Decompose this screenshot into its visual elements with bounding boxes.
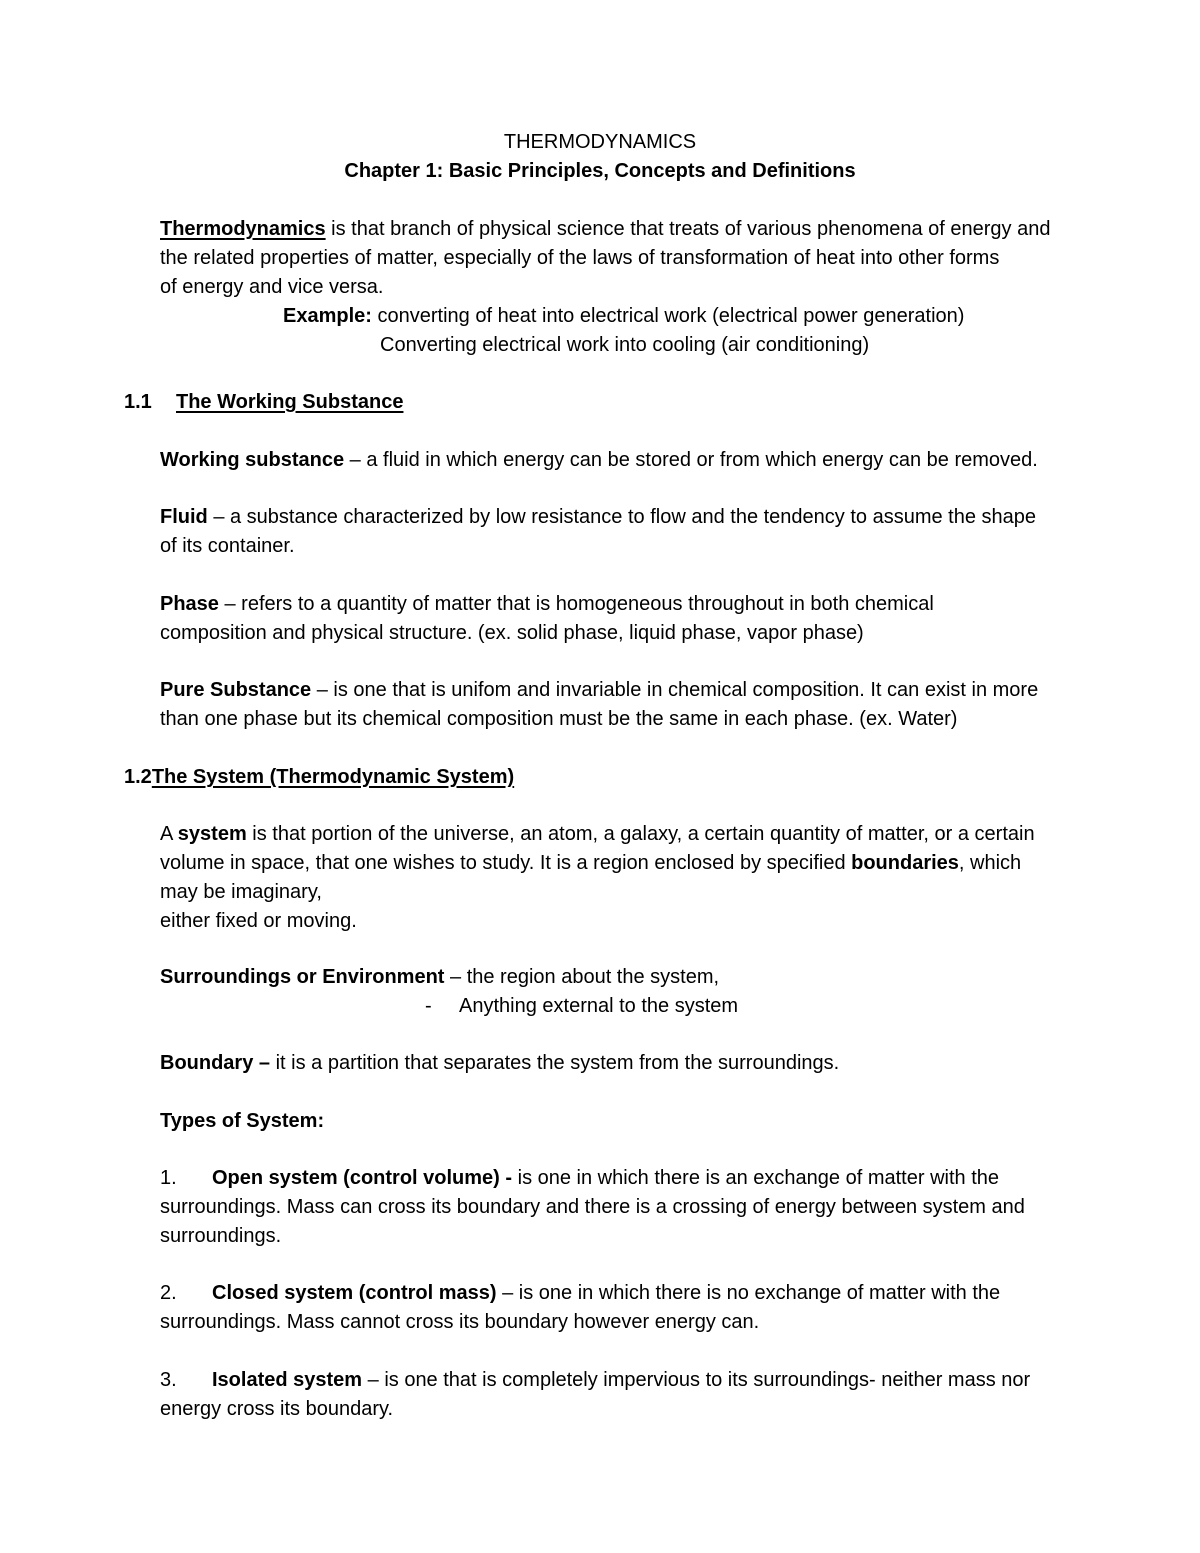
term: Boundary –	[160, 1052, 271, 1074]
definition-text: composition and physical structure. (ex. solid phase, liquid phase, vapor phase)	[160, 622, 864, 644]
definition-text: either fixed or moving.	[160, 910, 357, 932]
term-thermodynamics: Thermodynamics	[160, 218, 326, 240]
surroundings-bullet	[425, 992, 738, 1021]
types-of-system-heading: Types of System:	[160, 1110, 325, 1132]
definition-text: may be imaginary,	[160, 881, 322, 903]
intro-paragraph	[160, 215, 1120, 302]
example-label: Example:	[283, 305, 372, 327]
definition-fluid	[160, 503, 1120, 561]
term: Open system (control volume) -	[212, 1167, 513, 1189]
term: system	[177, 823, 247, 845]
definition-phase	[160, 590, 1120, 648]
term: Closed system (control mass)	[212, 1282, 497, 1304]
definition-working-substance	[160, 446, 1120, 475]
term: Working substance	[160, 449, 345, 471]
definition-text: energy cross its boundary.	[160, 1398, 394, 1420]
definition-text: Anything external to the system	[459, 995, 739, 1017]
definition-text: volume in space, that one wishes to study. It is a region enclosed by specified	[160, 852, 852, 874]
intro-text: is that branch of physical science that treats of various phenomena of energy and	[325, 218, 1051, 240]
definition-boundary	[160, 1049, 1120, 1078]
definition-text: A	[160, 823, 178, 845]
definition-system	[160, 820, 1120, 936]
section-number: 1.1	[124, 391, 152, 413]
definition-text: – a substance characterized by low resistance to flow and the tendency to assume the shape	[207, 506, 1037, 528]
term: boundaries	[851, 852, 959, 874]
definition-text: than one phase but its chemical composition must be the same in each phase. (ex. Water)	[160, 708, 958, 730]
section-heading-1-1	[124, 388, 403, 417]
system-type-open	[160, 1164, 1120, 1251]
system-type-isolated	[160, 1366, 1120, 1424]
term: Isolated system	[212, 1369, 363, 1391]
term: Fluid	[160, 506, 208, 528]
definition-text: – is one that is completely impervious to its surroundings- neither mass nor	[362, 1369, 1031, 1391]
definition-text: surroundings. Mass can cross its boundary and there is a crossing of energy between system and	[160, 1196, 1025, 1218]
definition-text: is that portion of the universe, an atom, a galaxy, a certain quantity of matter, or a certain	[246, 823, 1035, 845]
definition-text: – a fluid in which energy can be stored or from which energy can be removed.	[344, 449, 1038, 471]
definition-text: – is one in which there is no exchange of matter with the	[496, 1282, 1001, 1304]
section-heading-1-2	[124, 763, 514, 792]
example-text: Converting electrical work into cooling (air conditioning)	[380, 334, 870, 356]
list-number: 2.	[160, 1282, 177, 1304]
list-number: 1.	[160, 1167, 177, 1189]
definition-text: is one in which there is an exchange of matter with the	[512, 1167, 999, 1189]
definition-pure-substance	[160, 676, 1120, 734]
definition-surroundings	[160, 963, 1120, 992]
term: Surroundings or Environment	[160, 966, 445, 988]
definition-text: it is a partition that separates the system from the surroundings.	[270, 1052, 840, 1074]
definition-text: – refers to a quantity of matter that is homogeneous throughout in both chemical	[218, 593, 934, 615]
term: Pure Substance	[160, 679, 312, 701]
section-title: The Working Substance	[176, 391, 404, 413]
definition-text: – the region about the system,	[444, 966, 720, 988]
definition-text: of its container.	[160, 535, 295, 557]
example-line	[283, 302, 964, 331]
list-number: 3.	[160, 1369, 177, 1391]
dash-bullet: -	[425, 995, 432, 1017]
example-text: converting of heat into electrical work (electrical power generation)	[371, 305, 965, 327]
section-title: The System (Thermodynamic System)	[151, 766, 515, 788]
definition-text: surroundings. Mass cannot cross its boundary however energy can.	[160, 1311, 760, 1333]
section-number: 1.2	[124, 766, 152, 788]
intro-text: of energy and vice versa.	[160, 276, 384, 298]
system-type-closed	[160, 1279, 1120, 1337]
intro-text: the related properties of matter, especially of the laws of transformation of heat into other forms	[160, 247, 1000, 269]
definition-text: , which	[958, 852, 1022, 874]
chapter-subtitle: Chapter 1: Basic Principles, Concepts and Definitions	[344, 160, 856, 182]
term: Phase	[160, 593, 219, 615]
definition-text: – is one that is unifom and invariable in chemical composition. It can exist in more	[311, 679, 1039, 701]
document-title: THERMODYNAMICS	[503, 131, 697, 153]
definition-text: surroundings.	[160, 1225, 282, 1247]
